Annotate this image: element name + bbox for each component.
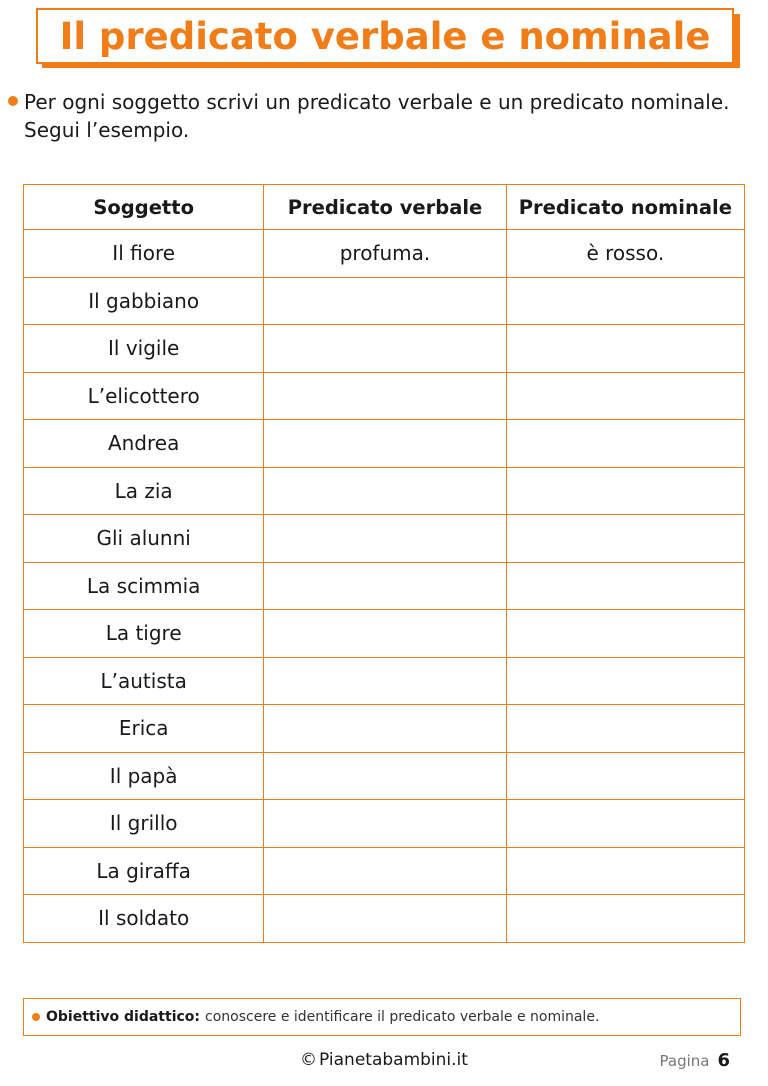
- cell-soggetto: La scimmia: [24, 562, 264, 610]
- cell-predicato-verbale[interactable]: [264, 895, 506, 943]
- objective-text: conoscere e identificare il predicato verbale e nominale.: [205, 1009, 600, 1025]
- instruction-text: Per ogni soggetto scrivi un predicato verbale e un predicato nominale. Segui l’esempio.: [24, 90, 730, 142]
- table-row: [24, 277, 745, 325]
- footer-site: [0, 1050, 768, 1070]
- cell-soggetto: La giraffa: [24, 847, 264, 895]
- objective-box: [23, 998, 741, 1036]
- cell-predicato-verbale: profuma.: [264, 230, 506, 278]
- cell-predicato-verbale[interactable]: [264, 705, 506, 753]
- cell-predicato-verbale[interactable]: [264, 752, 506, 800]
- cell-predicato-nominale[interactable]: [506, 372, 744, 420]
- cell-predicato-nominale[interactable]: [506, 325, 744, 373]
- page-indicator: [660, 1050, 730, 1071]
- exercise-table: [23, 184, 745, 943]
- cell-predicato-verbale[interactable]: [264, 420, 506, 468]
- table-row: [24, 847, 745, 895]
- site-name: Pianetabambini.it: [319, 1050, 468, 1070]
- page-label: Pagina: [659, 1052, 710, 1070]
- table-row: [24, 420, 745, 468]
- cell-predicato-nominale[interactable]: [506, 847, 744, 895]
- header-soggetto: Soggetto: [24, 185, 264, 230]
- cell-predicato-nominale[interactable]: [506, 467, 744, 515]
- table-row: [24, 895, 745, 943]
- cell-predicato-nominale[interactable]: [506, 277, 744, 325]
- cell-soggetto: Il gabbiano: [24, 277, 264, 325]
- cell-soggetto: Il grillo: [24, 800, 264, 848]
- cell-predicato-nominale[interactable]: [506, 895, 744, 943]
- cell-predicato-verbale[interactable]: [264, 515, 506, 563]
- table-row: [24, 705, 745, 753]
- cell-soggetto: L’autista: [24, 657, 264, 705]
- cell-predicato-nominale[interactable]: [506, 420, 744, 468]
- cell-predicato-nominale: è rosso.: [506, 230, 744, 278]
- cell-soggetto: Erica: [24, 705, 264, 753]
- page-title: Il predicato verbale e nominale: [59, 14, 711, 58]
- header-predicato-nominale: Predicato nominale: [506, 185, 744, 230]
- cell-predicato-nominale[interactable]: [506, 562, 744, 610]
- table-body: [24, 230, 745, 943]
- table-row: [24, 467, 745, 515]
- cell-predicato-verbale[interactable]: [264, 800, 506, 848]
- cell-soggetto: Il fiore: [24, 230, 264, 278]
- cell-predicato-nominale[interactable]: [506, 657, 744, 705]
- table-row: [24, 515, 745, 563]
- header-predicato-verbale: Predicato verbale: [264, 185, 506, 230]
- cell-predicato-nominale[interactable]: [506, 800, 744, 848]
- cell-soggetto: Andrea: [24, 420, 264, 468]
- table-row: [24, 562, 745, 610]
- cell-soggetto: La tigre: [24, 610, 264, 658]
- bullet-icon: [8, 96, 18, 106]
- table-row: [24, 610, 745, 658]
- page-number: 6: [717, 1050, 730, 1071]
- cell-predicato-nominale[interactable]: [506, 515, 744, 563]
- table-header-row: [24, 185, 745, 230]
- cell-predicato-nominale[interactable]: [506, 752, 744, 800]
- cell-predicato-verbale[interactable]: [264, 657, 506, 705]
- title-banner: [36, 8, 734, 64]
- table-row: [24, 372, 745, 420]
- instruction: [8, 88, 758, 144]
- cell-predicato-verbale[interactable]: [264, 610, 506, 658]
- cell-soggetto: Il papà: [24, 752, 264, 800]
- table-row: [24, 800, 745, 848]
- cell-predicato-verbale[interactable]: [264, 467, 506, 515]
- cell-predicato-verbale[interactable]: [264, 277, 506, 325]
- cell-predicato-nominale[interactable]: [506, 705, 744, 753]
- bullet-icon: [32, 1013, 40, 1021]
- cell-predicato-nominale[interactable]: [506, 610, 744, 658]
- cell-soggetto: L’elicottero: [24, 372, 264, 420]
- objective-label: Obiettivo didattico:: [46, 1009, 201, 1025]
- cell-predicato-verbale[interactable]: [264, 847, 506, 895]
- cell-predicato-verbale[interactable]: [264, 372, 506, 420]
- table-row: [24, 657, 745, 705]
- table-row: [24, 752, 745, 800]
- table-row: [24, 230, 745, 278]
- cell-predicato-verbale[interactable]: [264, 562, 506, 610]
- cell-soggetto: Il soldato: [24, 895, 264, 943]
- cell-soggetto: Gli alunni: [24, 515, 264, 563]
- cell-soggetto: Il vigile: [24, 325, 264, 373]
- cell-soggetto: La zia: [24, 467, 264, 515]
- copyright-icon: ©: [300, 1050, 318, 1070]
- table-row: [24, 325, 745, 373]
- cell-predicato-verbale[interactable]: [264, 325, 506, 373]
